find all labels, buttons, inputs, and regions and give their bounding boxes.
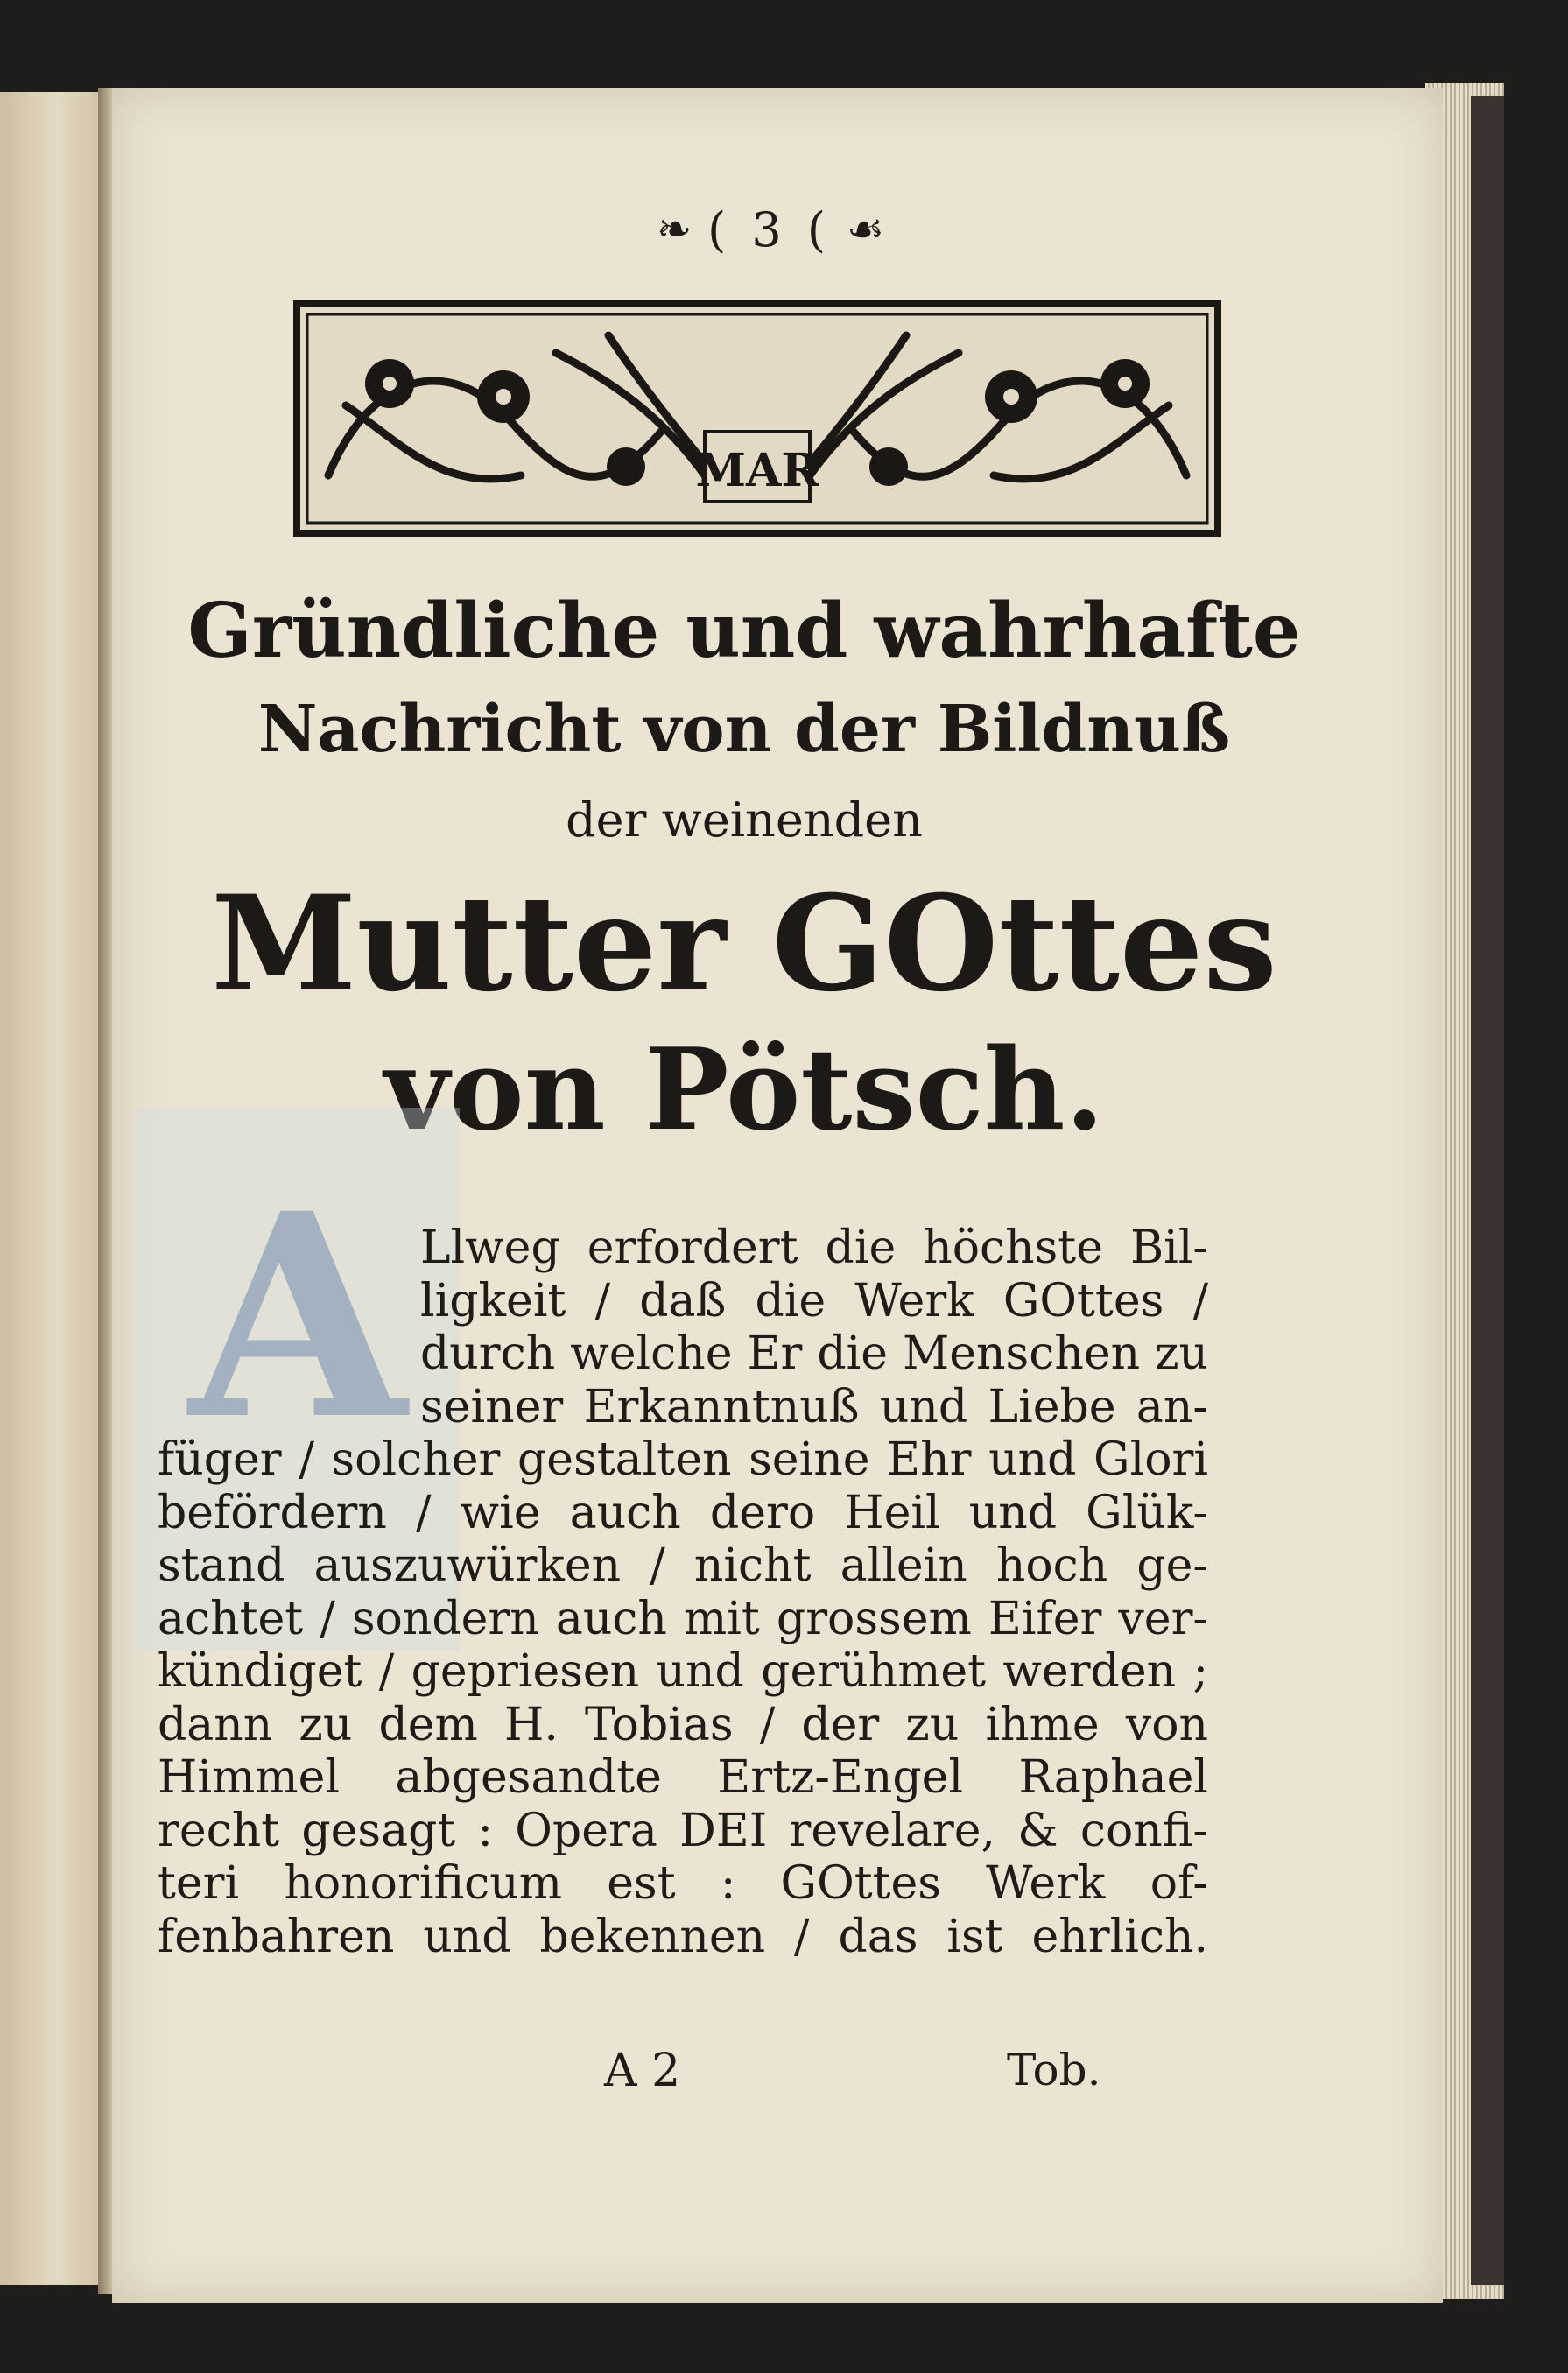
title-line-1: Gründliche und wahrhafte [187,587,1301,675]
drop-cap: A [188,1153,407,1482]
body-line: recht gesagt : Opera DEI revelare, & confi- [158,1804,1208,1857]
body-line: Himmel abgesandte Ertz-Engel Raphael [158,1751,1208,1804]
title-line-3: der weinenden [566,792,923,848]
body-line: ligkeit / daß die Werk GOttes / [420,1274,1208,1327]
woodcut-headpiece [293,300,1221,537]
title-line-4: Mutter GOttes [211,867,1277,1021]
ornament-monogram: MAR [695,444,819,497]
facing-page [0,92,106,2285]
catchword: Tob. [1007,2045,1101,2095]
signature-mark: A 2 [604,2045,681,2097]
body-line: teri honorificum est : GOttes Werk of- [158,1857,1208,1910]
body-line: füger / solcher gestalten seine Ehr und Glori [158,1433,1208,1486]
body-line: befördern / wie auch dero Heil und Glük- [158,1486,1208,1539]
body-line: achtet / sondern auch mit grossem Eifer ver- [158,1592,1208,1645]
title-line-5: von Pötsch. [383,1025,1105,1156]
body-line: seiner Erkanntnuß und Liebe an- [420,1380,1208,1433]
fleuron-right-icon: ☙ [847,205,885,254]
body-line: kündiget / gepriesen und gerühmet werden ; [158,1645,1208,1698]
body-text [158,1222,1208,1963]
body-line: dann zu dem H. Tobias / der zu ihme von [158,1698,1208,1751]
title-line-2: Nachricht von der Bildnuß [257,692,1231,767]
fleuron-left-icon: ❧ [656,205,693,254]
body-line: fenbahren und bekennen / das ist ehrlich. [158,1910,1208,1963]
page-number: ( 3 ( [707,201,831,257]
body-line: durch welche Er die Menschen zu [420,1327,1208,1380]
body-line: stand auszuwürken / nicht allein hoch ge- [158,1539,1208,1592]
page-header [560,203,981,256]
body-line: Llweg erfordert die höchste Bil- [420,1222,1208,1274]
book-cover-edge [1471,96,1504,2285]
